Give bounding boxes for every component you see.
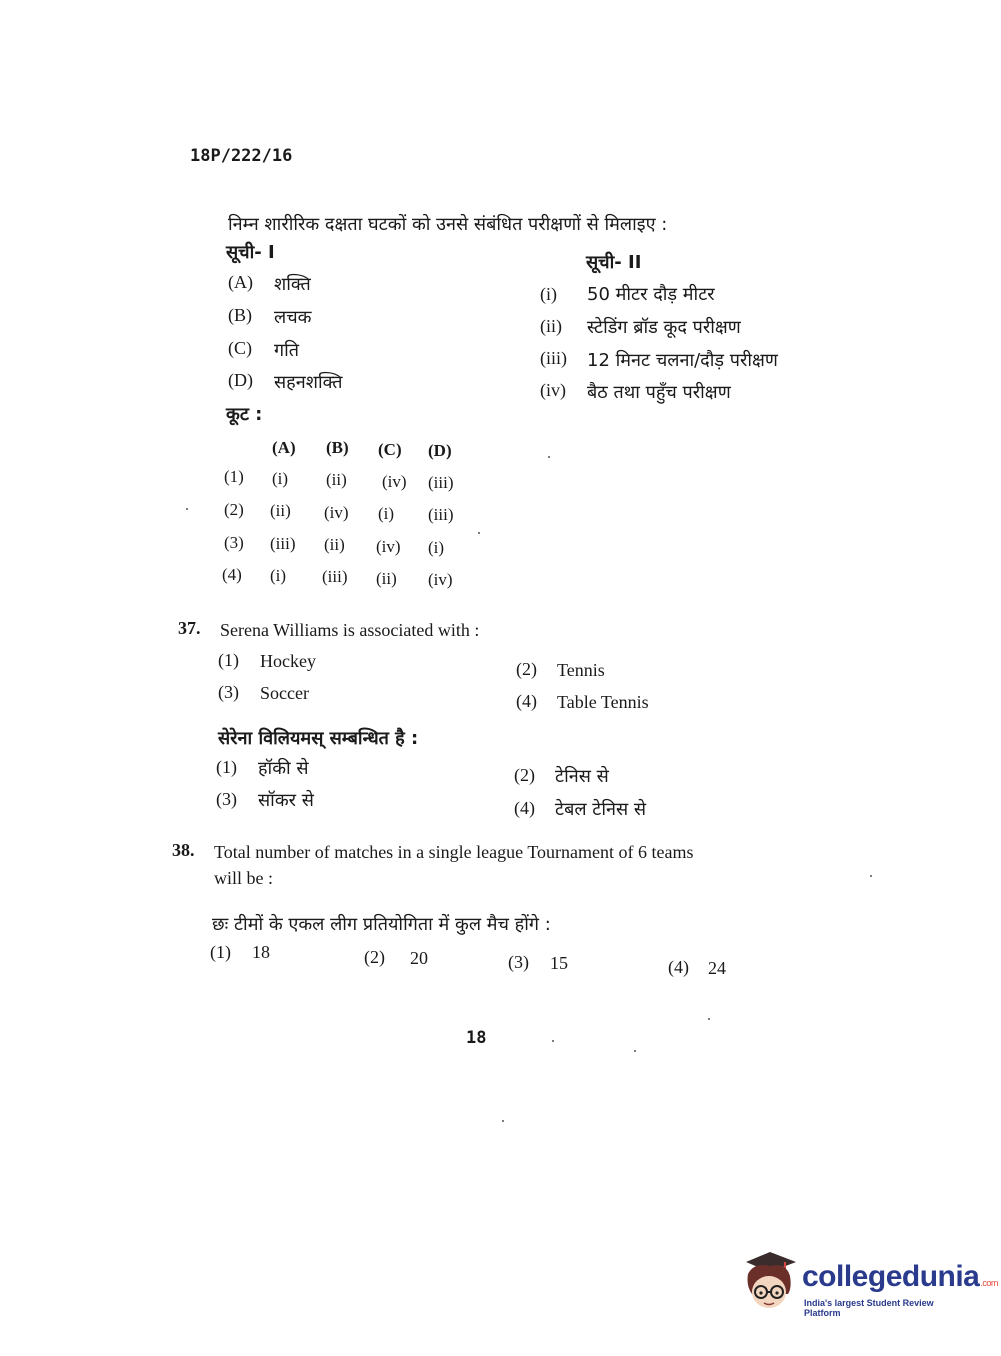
list2-item: 12 मिनट चलना/दौड़ परीक्षण	[587, 350, 778, 371]
codes-cell: (iii)	[322, 567, 348, 586]
list1-item: शक्ति	[274, 274, 311, 295]
scan-speck	[870, 875, 872, 877]
codes-cell: (ii)	[270, 501, 291, 520]
q38-number: 38.	[172, 840, 195, 860]
scan-speck	[634, 1050, 636, 1052]
codes-cell: (iv)	[382, 472, 407, 491]
codes-cell: (i)	[378, 504, 395, 523]
option-text: 24	[708, 958, 726, 978]
paper-code: 18P/222/16	[190, 146, 293, 166]
codes-header: (A)	[272, 438, 296, 457]
codes-option: (1)	[224, 467, 244, 486]
logo-suffix: .com	[980, 1278, 998, 1288]
codes-option: (4)	[222, 565, 242, 584]
list2-label: (iv)	[540, 380, 566, 400]
codes-option: (3)	[224, 533, 244, 552]
option-label: (4)	[668, 957, 689, 977]
q38-question-hindi: छः टीमों के एकल लीग प्रतियोगिता में कुल मैच होंगे :	[212, 914, 551, 935]
option-text: हॉकी से	[258, 758, 309, 779]
option-label: (4)	[516, 691, 537, 711]
codes-header: (C)	[378, 440, 402, 459]
option-text: सॉकर से	[258, 790, 314, 811]
option-label: (2)	[514, 765, 535, 785]
scan-speck	[548, 456, 550, 458]
option-label: (1)	[218, 650, 239, 670]
option-text: Hockey	[260, 651, 316, 671]
scan-speck	[552, 1040, 554, 1042]
list2-item: बैठ तथा पहुँच परीक्षण	[587, 382, 731, 403]
codes-title: कूट :	[226, 404, 263, 425]
list1-label: (C)	[228, 338, 252, 358]
codes-header: (D)	[428, 441, 452, 460]
scan-speck	[186, 508, 188, 510]
codes-cell: (iv)	[376, 537, 401, 556]
list1-item: सहनशक्ति	[274, 372, 343, 393]
option-label: (3)	[508, 952, 529, 972]
codes-cell: (i)	[428, 538, 445, 557]
codes-option: (2)	[224, 500, 244, 519]
codes-cell: (ii)	[324, 535, 345, 554]
page-number: 18	[466, 1028, 487, 1048]
codes-cell: (iii)	[270, 534, 296, 553]
list2-label: (i)	[540, 284, 557, 304]
option-label: (3)	[216, 789, 237, 809]
list2-label: (iii)	[540, 348, 567, 368]
logo-tagline: India's largest Student Review Platform	[804, 1298, 934, 1318]
list1-item: लचक	[274, 307, 312, 328]
list1-label: (B)	[228, 305, 252, 325]
scan-speck	[708, 1018, 710, 1020]
list1-label: (D)	[228, 370, 253, 390]
mascot-icon	[740, 1248, 802, 1314]
codes-cell: (i)	[270, 566, 287, 585]
list1-item: गति	[274, 340, 300, 361]
option-text: टेबल टेनिस से	[555, 799, 647, 820]
collegedunia-logo[interactable]	[740, 1248, 998, 1318]
option-text: Tennis	[557, 660, 605, 680]
list2-item: 50 मीटर दौड़ मीटर	[587, 284, 715, 305]
option-text: 18	[252, 942, 270, 962]
option-label: (1)	[210, 942, 231, 962]
codes-cell: (ii)	[376, 569, 397, 588]
q38-question-cont: will be :	[214, 868, 273, 888]
logo-wordmark	[802, 1260, 998, 1294]
option-label: (2)	[364, 947, 385, 967]
codes-cell: (iii)	[428, 505, 454, 524]
q38-question: Total number of matches in a single league Tournament of 6 teams	[214, 842, 694, 862]
q37-question-hindi: सेरेना विलियमस् सम्बन्धित है :	[218, 728, 419, 749]
scan-speck	[502, 1120, 504, 1122]
option-text: 15	[550, 953, 568, 973]
option-label: (3)	[218, 682, 239, 702]
option-text: टेनिस से	[555, 766, 609, 787]
codes-cell: (iv)	[324, 503, 349, 522]
logo-name: collegedunia	[802, 1260, 980, 1293]
list1-label: (A)	[228, 272, 253, 292]
codes-cell: (iv)	[428, 570, 453, 589]
option-label: (1)	[216, 757, 237, 777]
codes-header: (B)	[326, 438, 349, 457]
option-text: Soccer	[260, 683, 309, 703]
q37-number: 37.	[178, 618, 201, 638]
list2-label: (ii)	[540, 316, 562, 336]
option-label: (4)	[514, 798, 535, 818]
list2-title: सूची- II	[586, 252, 642, 273]
option-text: 20	[410, 948, 428, 968]
option-label: (2)	[516, 659, 537, 679]
list1-title: सूची- I	[226, 242, 275, 263]
codes-cell: (i)	[272, 469, 289, 488]
q37-question: Serena Williams is associated with :	[220, 620, 480, 640]
option-text: Table Tennis	[557, 692, 649, 712]
q36-prompt: निम्न शारीरिक दक्षता घटकों को उनसे संबंधित परीक्षणों से मिलाइए :	[228, 214, 668, 235]
scan-speck	[478, 532, 480, 534]
codes-cell: (iii)	[428, 473, 454, 492]
list2-item: स्टेडिंग ब्रॉड कूद परीक्षण	[587, 317, 741, 338]
codes-cell: (ii)	[326, 470, 347, 489]
